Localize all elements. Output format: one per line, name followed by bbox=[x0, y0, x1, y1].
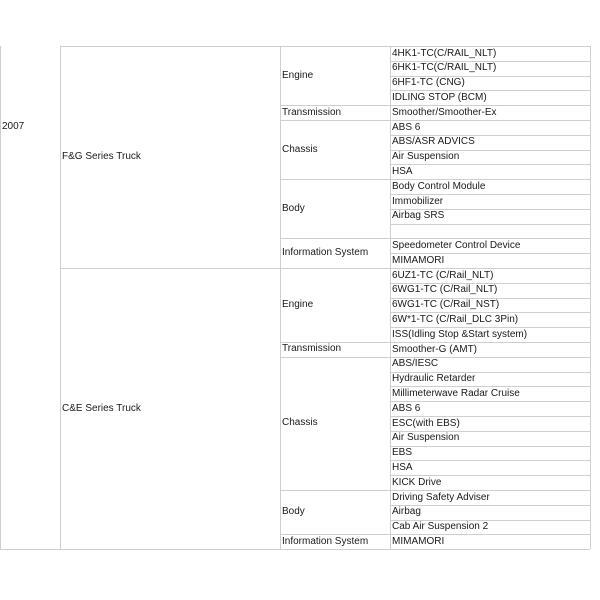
system-item: Airbag bbox=[392, 506, 421, 518]
table-gridline bbox=[280, 46, 281, 549]
system-item: 4HK1-TC(C/RAIL_NLT) bbox=[392, 47, 497, 59]
system-label: Chassis bbox=[282, 417, 318, 429]
series-label: C&E Series Truck bbox=[62, 402, 141, 414]
system-item: Driving Safety Adviser bbox=[392, 491, 490, 503]
system-item: 6HK1-TC(C/RAIL_NLT) bbox=[392, 62, 497, 74]
system-item: Air Suspension bbox=[392, 432, 460, 444]
system-label: Transmission bbox=[282, 343, 342, 355]
table-gridline bbox=[0, 549, 590, 550]
system-item: EBS bbox=[392, 447, 413, 459]
system-item: MIMAMORI bbox=[392, 535, 445, 547]
system-item: 6WG1-TC (C/Rail_NLT) bbox=[392, 284, 498, 296]
system-item: ABS/IESC bbox=[392, 358, 439, 370]
system-label: Body bbox=[282, 506, 305, 518]
system-item: Immobilizer bbox=[392, 195, 444, 207]
system-item: Airbag SRS bbox=[392, 210, 445, 222]
system-item: Smoother/Smoother-Ex bbox=[392, 106, 497, 118]
system-label: Chassis bbox=[282, 143, 318, 155]
year-label: 2007 bbox=[2, 121, 25, 132]
series-label: F&G Series Truck bbox=[62, 151, 141, 162]
system-item: ABS 6 bbox=[392, 402, 421, 414]
system-item: 6W*1-TC (C/Rail_DLC 3Pin) bbox=[392, 313, 519, 325]
system-item: KICK Drive bbox=[392, 476, 442, 488]
system-item: Smoother-G (AMT) bbox=[392, 343, 478, 355]
system-item: 6WG1-TC (C/Rail_NST) bbox=[392, 299, 500, 311]
system-label: Engine bbox=[282, 299, 314, 310]
system-item: Millimeterwave Radar Cruise bbox=[392, 387, 520, 399]
system-label: Transmission bbox=[282, 106, 342, 118]
system-item: ESC(with EBS) bbox=[392, 417, 460, 429]
system-label: Engine bbox=[282, 69, 314, 81]
system-item: Cab Air Suspension 2 bbox=[392, 521, 489, 533]
system-item: Air Suspension bbox=[392, 151, 460, 163]
system-label: Information System bbox=[282, 247, 369, 259]
system-item: HSA bbox=[392, 461, 413, 473]
system-item: HSA bbox=[392, 165, 413, 177]
table-gridline bbox=[590, 46, 591, 549]
system-item: Speedometer Control Device bbox=[392, 239, 521, 251]
system-label: Information System bbox=[282, 535, 369, 547]
system-item: IDLING STOP (BCM) bbox=[392, 91, 487, 103]
system-item: 6UZ1-TC (C/Rail_NLT) bbox=[392, 269, 494, 281]
system-item: ABS/ASR ADVICS bbox=[392, 136, 475, 148]
system-item: Body Control Module bbox=[392, 180, 486, 192]
system-item: ABS 6 bbox=[392, 121, 421, 133]
table-gridline bbox=[0, 46, 1, 549]
system-label: Body bbox=[282, 202, 305, 214]
system-item: MIMAMORI bbox=[392, 254, 445, 266]
table-gridline bbox=[60, 46, 61, 549]
system-item: 6HF1-TC (CNG) bbox=[392, 77, 465, 89]
system-item: Hydraulic Retarder bbox=[392, 373, 476, 385]
system-item bbox=[392, 224, 590, 238]
system-item: ISS(Idling Stop &Start system) bbox=[392, 328, 528, 340]
